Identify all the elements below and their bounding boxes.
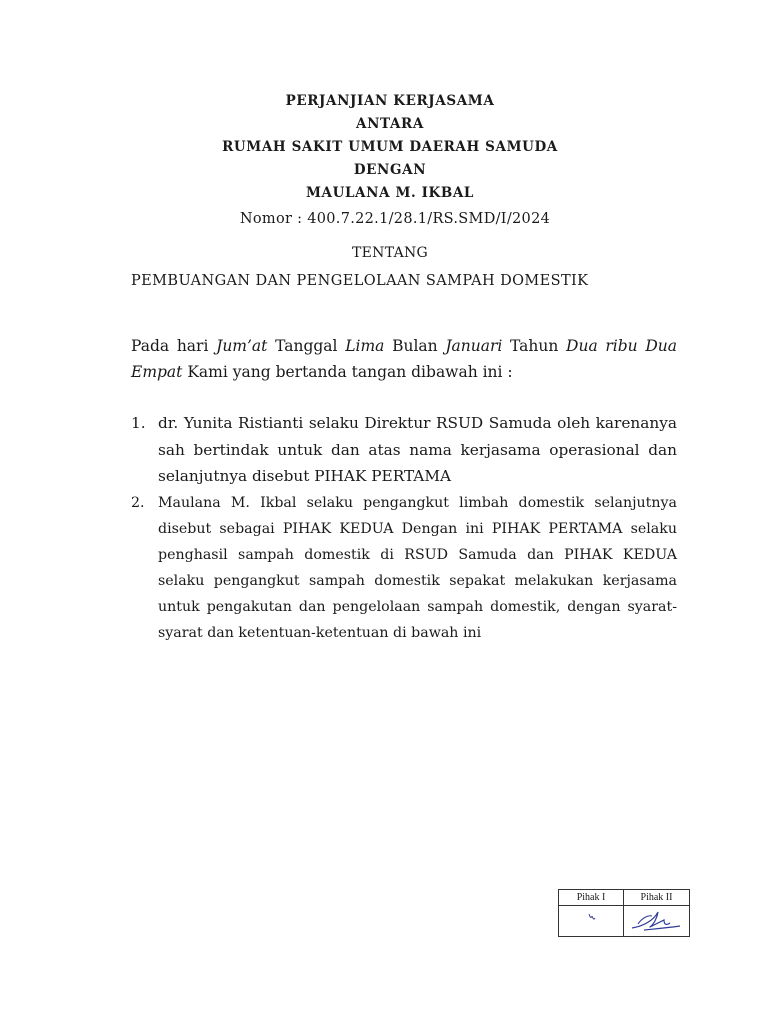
title-line-1: PERJANJIAN KERJASAMA xyxy=(285,93,495,109)
signature-box xyxy=(558,889,690,937)
signature-column-pihak-2 xyxy=(624,890,689,936)
document-subject: PEMBUANGAN DAN PENGELOLAAN SAMPAH DOMESTIK xyxy=(131,273,589,289)
list-item-text: Maulana M. Ikbal selaku pengangkut limbah domestik selanjutnya disebut sebagai PIHAK KEDUA Dengan ini PIHAK PERTAMA selaku penghasil sampah domestik di RSUD Samuda dan PIHAK KEDUA selaku pengangkut sampah domestik sepakat melakukan kerjasama untuk pengakutan dan pengelolaan sampah domestik, dengan syarat-syarat dan ketentuan-ketentuan di bawah ini xyxy=(158,494,677,641)
signature-column-pihak-1 xyxy=(559,890,624,936)
intro-year: Dua ribu Dua Empat xyxy=(131,337,677,381)
document-title xyxy=(0,90,768,205)
title-line-2: ANTARA xyxy=(356,116,424,132)
list-item xyxy=(131,490,677,646)
intro-month: Januari xyxy=(445,337,503,355)
signature-header-pihak-1: Pihak I xyxy=(559,890,623,906)
list-item xyxy=(131,410,677,490)
initial-mark-icon xyxy=(559,906,623,936)
tentang-heading: TENTANG xyxy=(351,245,429,261)
signature-icon xyxy=(624,906,689,936)
parties-list xyxy=(131,410,677,646)
title-line-5: MAULANA M. IKBAL xyxy=(305,185,475,201)
title-line-4: DENGAN xyxy=(353,162,427,178)
intro-day: Jum’at xyxy=(216,337,268,355)
list-item-number: 1. xyxy=(131,414,146,432)
intro-paragraph: Pada hari Jum’at Tanggal Lima Bulan Januari Tahun Dua ribu Dua Empat Kami yang bertanda tangan dibawah ini : xyxy=(131,337,677,381)
list-item-number: 2. xyxy=(131,494,145,511)
list-item-text: dr. Yunita Ristianti selaku Direktur RSUD Samuda oleh karenanya sah bertindak untuk dan atas nama kerjasama operasional dan selanjutnya disebut PIHAK PERTAMA xyxy=(158,414,677,485)
intro-date: Lima xyxy=(345,337,385,355)
document-number: Nomor : 400.7.22.1/28.1/RS.SMD/I/2024 xyxy=(239,211,551,227)
signature-header-pihak-2: Pihak II xyxy=(624,890,689,906)
title-line-3: RUMAH SAKIT UMUM DAERAH SAMUDA xyxy=(222,139,558,155)
